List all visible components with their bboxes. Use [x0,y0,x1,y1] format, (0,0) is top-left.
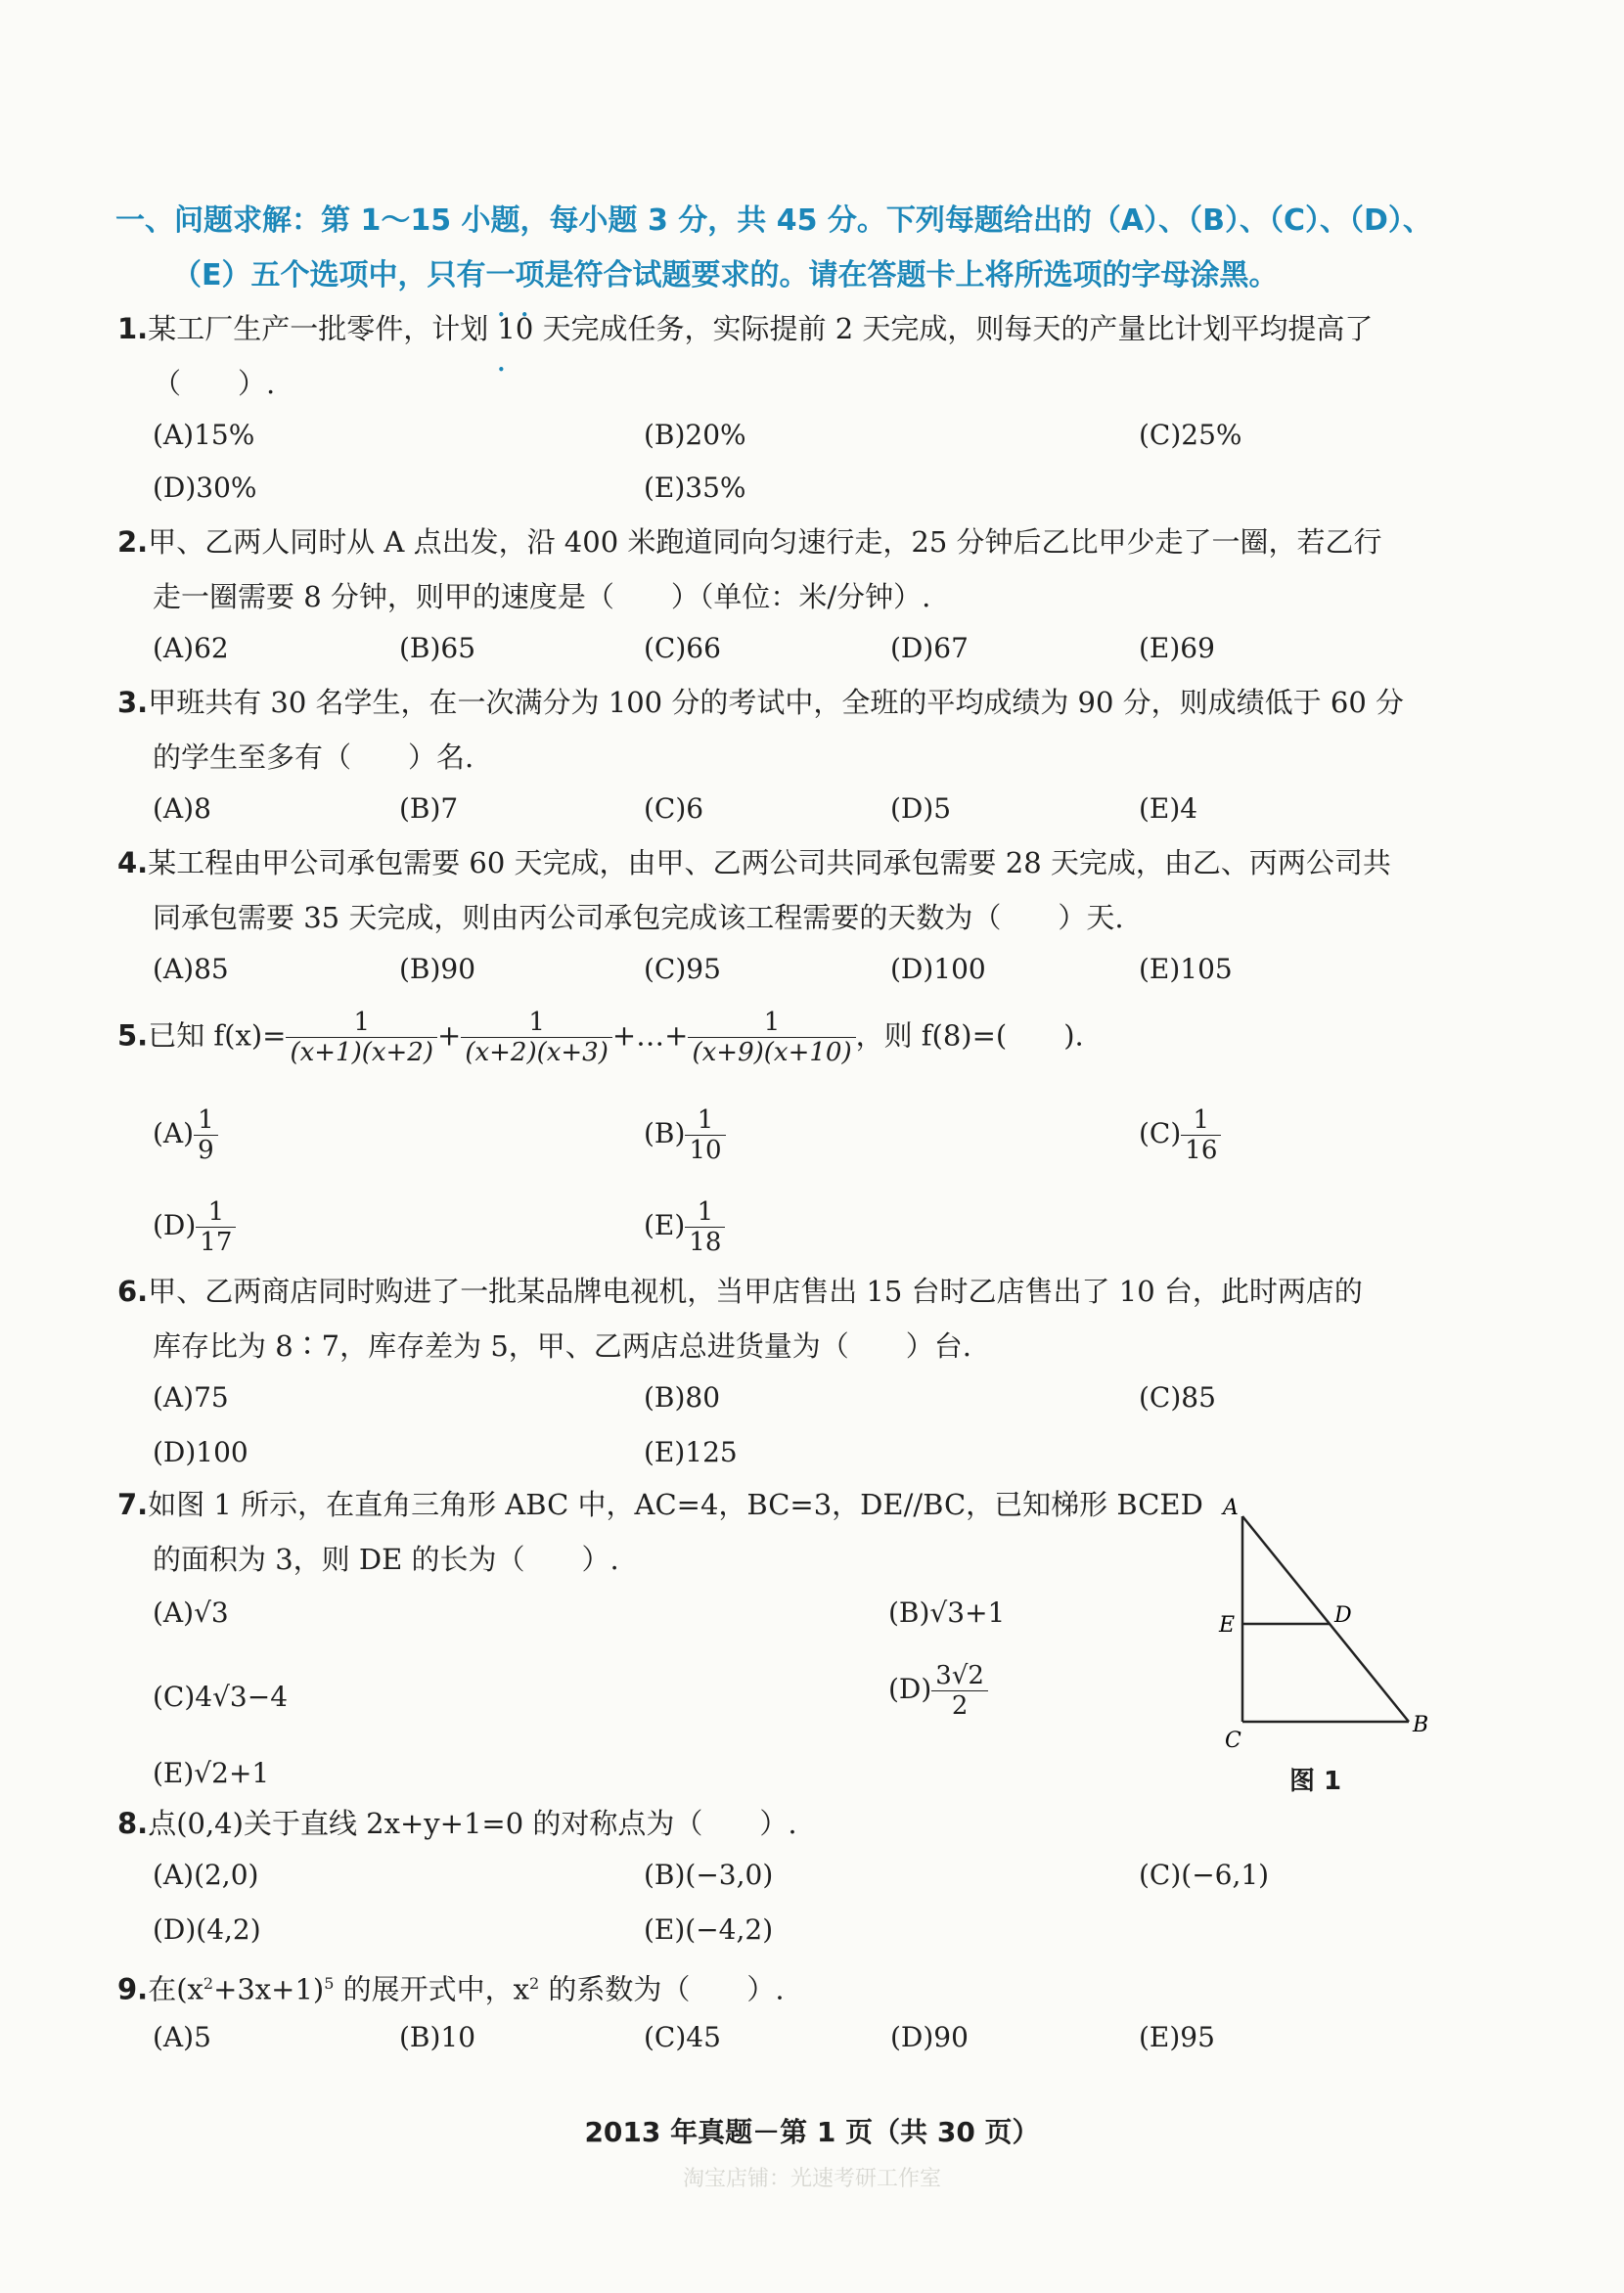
fraction-numerator: 1 [688,1008,855,1038]
question-4 [117,835,1526,945]
fraction-numerator: 1 [461,1008,612,1038]
fraction-denominator: 16 [1185,1136,1218,1165]
option-e: (E)125 [644,1436,738,1468]
fraction-numerator: 1 [194,1105,218,1136]
question-number: 6. [117,1275,149,1308]
option-fraction [194,1105,218,1165]
option-label: (E) [644,1209,686,1241]
option-d: (D)30% [153,472,257,504]
option-b: (B)20% [644,419,746,451]
option-a: (A)√3 [153,1596,229,1629]
question-stem: 某工程由甲公司承包需要 60 天完成，由甲、乙两公司共同承包需要 28 天完成，由乙、丙两公司共 [148,846,1391,879]
section-heading-line-2 [115,248,1505,303]
question-stem-mid: +3x+1) [213,1972,325,2006]
option-d: (D)67 [890,632,969,664]
option-label: (D) [153,1209,197,1241]
fraction-numerator: 1 [685,1197,725,1228]
option-a: (A)5 [153,2021,211,2053]
option-fraction [1181,1105,1221,1165]
question-stem-cont: ，则 f(8)=( ). [855,1018,1084,1053]
option-a: (A)85 [153,953,229,985]
question-number: 4. [117,846,149,879]
option-d: (D)90 [890,2021,969,2053]
fraction-denominator: 10 [689,1136,722,1165]
label-b: B [1413,1713,1429,1737]
question-stem-cont: （ ）. [153,367,276,400]
question-stem-cont: 的系数为（ ）. [539,1972,785,2006]
exponent: 5 [324,1974,335,1993]
question-stem: 甲、乙两人同时从 A 点出发，沿 400 米跑道同向匀速行走，25 分钟后乙比甲少走了一圈，若乙行 [148,525,1382,559]
option-c: (C)25% [1139,419,1242,451]
question-7 [117,1477,1223,1587]
option-e: (E)(−4,2) [644,1913,774,1946]
fraction-1 [286,1008,437,1067]
option-c [1139,1105,1221,1165]
question-number: 5. [117,1018,149,1053]
option-c: (C)45 [644,2021,721,2053]
fraction-numerator: 3√2 [931,1661,988,1691]
option-a: (A)(2,0) [153,1859,259,1891]
question-5 [117,1008,1526,1067]
side-ab [1242,1516,1409,1722]
option-label: (B) [644,1117,686,1149]
question-stem: 甲、乙两商店同时购进了一批某品牌电视机，当甲店售出 15 台时乙店售出了 10 台，此时两店的 [148,1275,1363,1308]
question-stem-cont: 库存比为 8∶7，库存差为 5，甲、乙两店总进货量为（ ）台. [153,1329,972,1363]
option-e: (E)69 [1139,632,1215,664]
question-number: 8. [117,1807,149,1840]
option-b: (B)90 [399,953,476,985]
option-d: (D)5 [890,792,952,825]
question-stem-cont: 的学生至多有（ ）名. [153,741,474,774]
option-a: (A)75 [153,1381,229,1414]
fraction-denominator: 2 [951,1691,969,1721]
option-c: (C)66 [644,632,721,664]
option-c: (C)6 [644,792,704,825]
option-d: (D)100 [890,953,986,985]
option-e: (E)4 [1139,792,1198,825]
watermark: 淘宝店铺：光速考研工作室 [682,2167,941,2191]
option-a: (A)15% [153,419,255,451]
question-8 [117,1796,1526,1851]
option-b: (B)10 [399,2021,476,2053]
heading-text-a: （E）五个选项中，只有 [172,258,486,292]
option-label: (A) [153,1117,195,1149]
fraction-denominator: (x+2)(x+3) [465,1038,609,1067]
question-stem-cont: 的面积为 3，则 DE 的长为（ ）. [153,1543,619,1576]
option-e: (E)√2+1 [153,1757,270,1789]
option-d: (D)100 [153,1436,248,1468]
question-stem: 甲班共有 30 名学生，在一次满分为 100 分的考试中，全班的平均成绩为 90 分，则成绩低于 60 分 [148,686,1405,719]
fraction-2 [461,1008,612,1067]
option-e: (E)105 [1139,953,1233,985]
section-heading [115,194,1505,303]
fraction-denominator: (x+1)(x+2) [290,1038,433,1067]
fraction-denominator: (x+9)(x+10) [692,1038,852,1067]
option-b: (B)80 [644,1381,721,1414]
heading-emphasis: 一项 • • • [486,258,545,292]
question-2 [117,515,1526,624]
ellipsis-sum: +…+ [611,1018,689,1053]
exponent: 2 [203,1974,214,1993]
question-stem-mid2: 的展开式中，x [334,1972,529,2006]
question-1 [117,301,1526,411]
question-number: 1. [117,312,149,345]
option-label: (D) [888,1673,932,1705]
page-footer: 2013 年真题－第 1 页（共 30 页） [584,2116,1040,2148]
question-9 [117,1956,1526,2017]
question-stem: 某工厂生产一批零件，计划 10 天完成任务，实际提前 2 天完成，则每天的产量比计划平均提高了 [148,312,1374,345]
option-fraction [931,1661,988,1721]
section-heading-line-1: 一、问题求解：第 1～15 小题，每小题 3 分，共 45 分。下列每题给出的（A）、（B）、（C）、（D）、 [115,203,1432,238]
exponent: 2 [529,1974,540,1993]
question-stem: 如图 1 所示，在直角三角形 ABC 中，AC=4，BC=3，DE//BC，已知梯形 BCED [148,1488,1203,1521]
label-a: A [1223,1496,1239,1520]
question-stem: 已知 f(x)= [148,1018,287,1053]
option-a [153,1105,218,1165]
fraction-denominator: 17 [200,1228,233,1257]
option-d [153,1197,236,1257]
question-number: 7. [117,1488,149,1521]
option-label: (C) [1139,1117,1182,1149]
question-number: 3. [117,686,149,719]
label-e: E [1219,1613,1236,1638]
fraction-denominator: 18 [689,1228,722,1257]
option-a: (A)8 [153,792,211,825]
option-b: (B)7 [399,792,459,825]
fraction-numerator: 1 [1181,1105,1221,1136]
question-stem: 在(x [148,1972,203,2006]
option-d [888,1661,988,1721]
option-e: (E)95 [1139,2021,1215,2053]
option-e: (E)35% [644,472,746,504]
question-stem: 点(0,4)关于直线 2x+y+1=0 的对称点为（ ）. [148,1807,797,1840]
question-number: 2. [117,525,149,559]
fraction-numerator: 1 [685,1105,725,1136]
heading-text-b: 是符合试题要求的。请在答题卡上将所选项的字母涂黑。 [544,258,1279,292]
question-3 [117,675,1526,785]
fraction-numerator: 1 [286,1008,437,1038]
option-d: (D)(4,2) [153,1913,261,1946]
option-fraction [685,1105,725,1165]
question-number: 9. [117,1972,149,2006]
fraction-numerator: 1 [196,1197,236,1228]
option-fraction [196,1197,236,1257]
option-b: (B)√3+1 [888,1596,1006,1629]
option-b: (B)(−3,0) [644,1859,774,1891]
option-a: (A)62 [153,632,229,664]
option-e [644,1197,725,1257]
label-d: D [1334,1603,1352,1628]
question-6 [117,1264,1526,1373]
option-c: (C)(−6,1) [1139,1859,1270,1891]
figure-caption: 图 1 [1289,1767,1342,1796]
option-c: (C)95 [644,953,721,985]
option-b [644,1105,726,1165]
fraction-denominator: 9 [198,1136,214,1165]
option-c: (C)85 [1139,1381,1216,1414]
option-b: (B)65 [399,632,476,664]
question-stem-cont: 同承包需要 35 天完成，则由丙公司承包完成该工程需要的天数为（ ）天. [153,901,1124,934]
question-stem-cont: 走一圈需要 8 分钟，则甲的速度是（ ）（单位：米/分钟）. [153,580,931,613]
plus-sign: + [437,1018,462,1053]
option-c: (C)4√3−4 [153,1681,289,1713]
option-fraction [685,1197,725,1257]
fraction-3 [688,1008,855,1067]
label-c: C [1225,1729,1241,1753]
